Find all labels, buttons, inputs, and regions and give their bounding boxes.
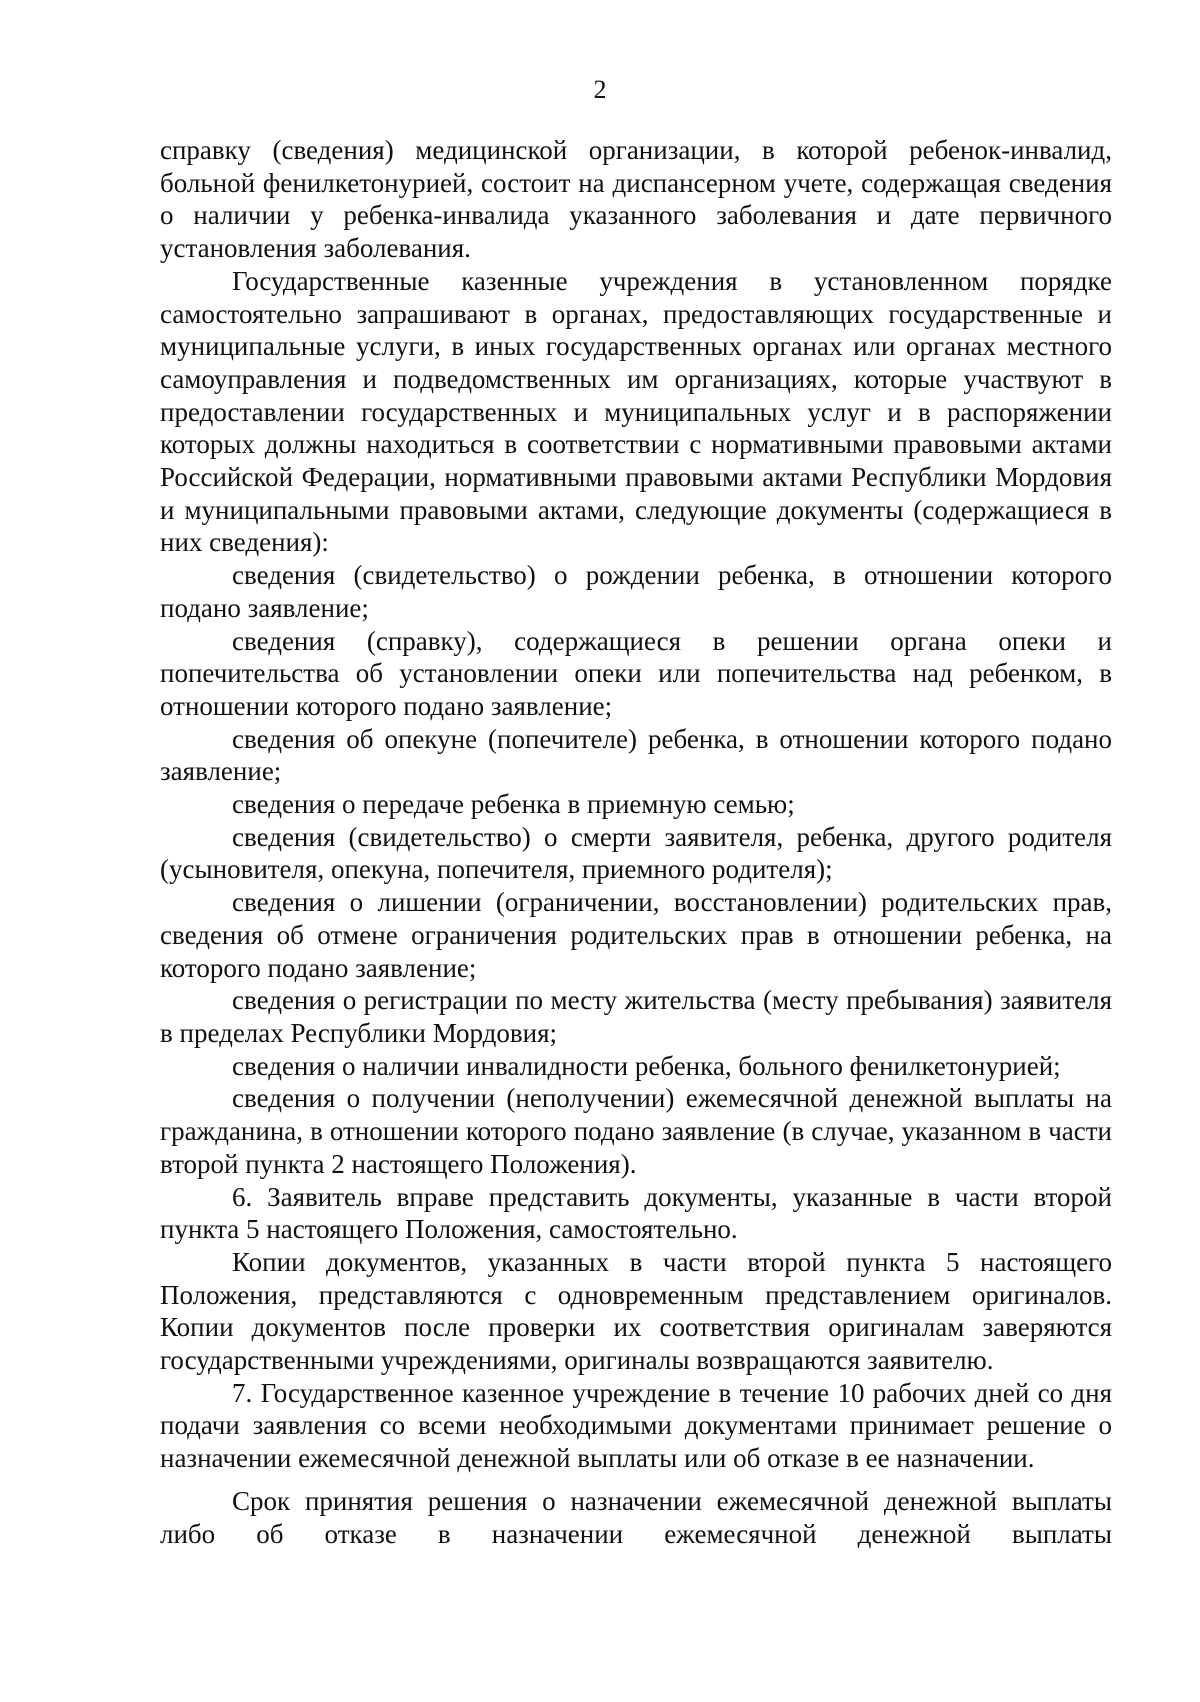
list-item-guardianship-decision: сведения (справку), содержащиеся в решении органа опеки и попечительства об установлении опеки или попечительства над ребенком, в отношении которого подано заявление; (160, 625, 1112, 721)
list-item-death-record: сведения (свидетельство) о смерти заявителя, ребенка, другого родителя (усыновителя, опекуна, попечителя, приемного родителя); (160, 821, 1112, 885)
paragraph-section-7: 7. Государственное казенное учреждение в течение 10 рабочих дней со дня подачи заявления со всеми необходимыми документами принимает решение о назначении ежемесячной денежной выплаты или об отказе в ее назначении. (160, 1377, 1112, 1474)
list-item-disability-info: сведения о наличии инвалидности ребенка, больного фенилкетонурией; (232, 1050, 1061, 1081)
list-item-guardian-info: сведения об опекуне (попечителе) ребенка, в отношении которого подано заявление; (160, 723, 1112, 787)
paragraph-section-6: 6. Заявитель вправе представить документы, указанные в части второй пункта 5 настоящего Положения, самостоятельно. (160, 1181, 1112, 1245)
list-item-parental-rights: сведения о лишении (ограничении, восстановлении) родительских прав, сведения об отмене ограничения родительских прав в отношении ребенка, на которого подано заявление; (160, 887, 1112, 983)
list-item-foster-family: сведения о передаче ребенка в приемную семью; (232, 789, 795, 820)
paragraph-interagency-requests: Государственные казенные учреждения в установленном порядке самостоятельно запрашивают в органах, предоставляющих государственные и муниципальные услуги, в иных государственных органах или органах местного самоуправления и подведомственных им организациях, которые участвуют в предоставлении государственных и муниципальных услуг и в распоряжении которых должны находиться в соответствии с нормативными правовыми актами Российской Федерации, нормативными правовыми актами Республики Мордовия и муниципальными правовыми актами, следующие документы (содержащиеся в них сведения): (160, 265, 1112, 558)
list-item-payment-status: сведения о получении (неполучении) ежемесячной денежной выплаты на гражданина, в отношении которого подано заявление (в случае, указанном в части второй пункта 2 настоящего Положения). (160, 1083, 1112, 1179)
document-body (160, 134, 1112, 1550)
page-number: 2 (593, 75, 607, 104)
paragraph-medical-certificate: справку (сведения) медицинской организации, в которой ребенок-инвалид, больной фенилкетонурией, состоит на диспансерном учете, содержащая сведения о наличии у ребенка-инвалида указанного заболевания и дате первичного установления заболевания. (160, 135, 1112, 264)
paragraph-document-copies: Копии документов, указанных в части второй пункта 5 настоящего Положения, представляются с одновременным представлением оригиналов. Копии документов после проверки их соответствия оригиналам заверяются государственными учреждениями, оригиналы возвращаются заявителю. (160, 1246, 1112, 1376)
list-item-residence-registration: сведения о регистрации по месту жительства (месту пребывания) заявителя в пределах Республики Мордовия; (160, 985, 1112, 1048)
paragraph-decision-deadline: Срок принятия решения о назначении ежемесячной денежной выплаты либо об отказе в назначении ежемесячной денежной выплаты (160, 1485, 1112, 1549)
list-item-birth-record: сведения (свидетельство) о рождении ребенка, в отношении которого подано заявление; (160, 560, 1112, 623)
